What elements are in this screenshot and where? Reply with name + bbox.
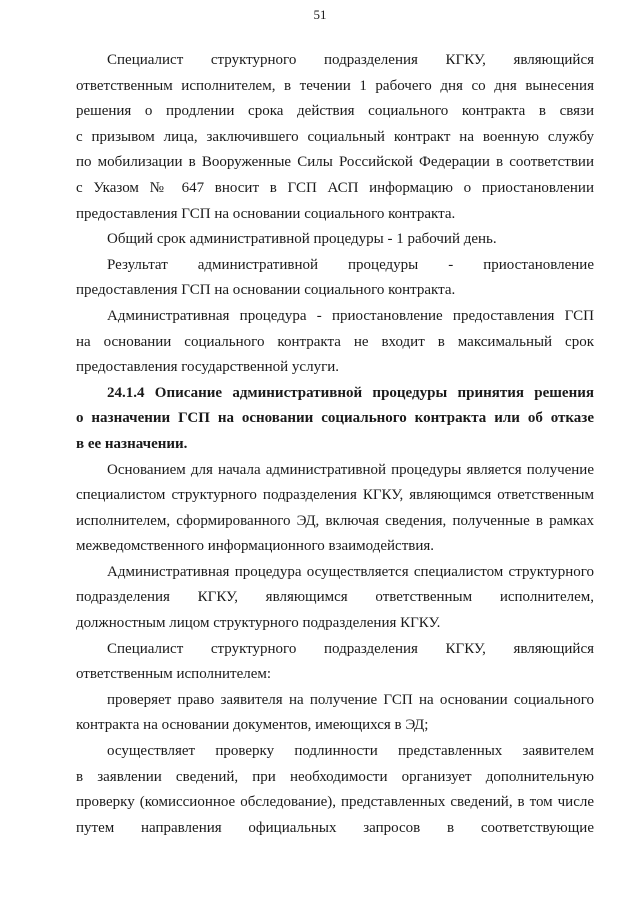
paragraph-line: с призывом лица, заключившего социальный контракт на военную службу [76, 128, 594, 145]
paragraph-line: должностным лицом структурного подразделения КГКУ. [76, 615, 441, 632]
paragraph-line: Общий срок административной процедуры - 1 рабочий день. [107, 231, 497, 248]
section-heading-line: о назначении ГСП на основании социального контракта или об отказе [76, 410, 594, 427]
document-body [76, 48, 594, 841]
page-number: 51 [313, 7, 327, 22]
section-heading-line: 24.1.4 Описание административной процедуры принятия решения [107, 384, 594, 401]
paragraph-line: Результат административной процедуры - приостановление [107, 256, 594, 273]
paragraph-line: Основанием для начала административной процедуры является получение [107, 461, 594, 478]
paragraph-line: исполнителем, сформированного ЭД, включая сведения, полученные в рамках [76, 512, 594, 529]
paragraph-line: предоставления ГСП на основании социального контракта. [76, 282, 456, 299]
paragraph-line: ответственным исполнителем, в течении 1 рабочего дня со дня вынесения [76, 77, 594, 94]
paragraph-line: предоставления ГСП на основании социального контракта. [76, 205, 456, 222]
paragraph-line: проверяет право заявителя на получение ГСП на основании социального [107, 691, 594, 708]
paragraph-line: путем направления официальных запросов в соответствующие [76, 819, 594, 836]
paragraph-line: по мобилизации в Вооруженные Силы Российской Федерации в соответствии [76, 154, 594, 171]
paragraph-line: в заявлении сведений, при необходимости организует дополнительную [76, 768, 594, 785]
paragraph-line: с Указом № 647 вносит в ГСП АСП информацию о приостановлении [76, 179, 594, 196]
section-heading-line: в ее назначении. [76, 435, 188, 452]
paragraph-line: на основании социального контракта не входит в максимальный срок [76, 333, 594, 350]
paragraph-line: Административная процедура осуществляется специалистом структурного [107, 563, 594, 580]
paragraph-line: ответственным исполнителем: [76, 666, 272, 683]
paragraph-line: контракта на основании документов, имеющихся в ЭД; [76, 717, 429, 734]
paragraph-line: межведомственного информационного взаимодействия. [76, 538, 435, 555]
paragraph-line: решения о продлении срока действия социального контракта в связи [76, 103, 594, 120]
paragraph-line: предоставления государственной услуги. [76, 359, 340, 376]
paragraph-line: проверку (комиссионное обследование), представленных сведений, в том числе [76, 794, 594, 811]
paragraph-line: специалистом структурного подразделения КГКУ, являющимся ответственным [76, 487, 594, 504]
paragraph-line: Специалист структурного подразделения КГКУ, являющийся [107, 640, 594, 657]
paragraph-line: Специалист структурного подразделения КГКУ, являющийся [107, 52, 594, 68]
paragraph-line: подразделения КГКУ, являющимся ответственным исполнителем, [76, 589, 594, 606]
paragraph-line: Административная процедура - приостановление предоставления ГСП [107, 307, 594, 324]
paragraph-line: осуществляет проверку подлинности представленных заявителем [107, 743, 594, 760]
